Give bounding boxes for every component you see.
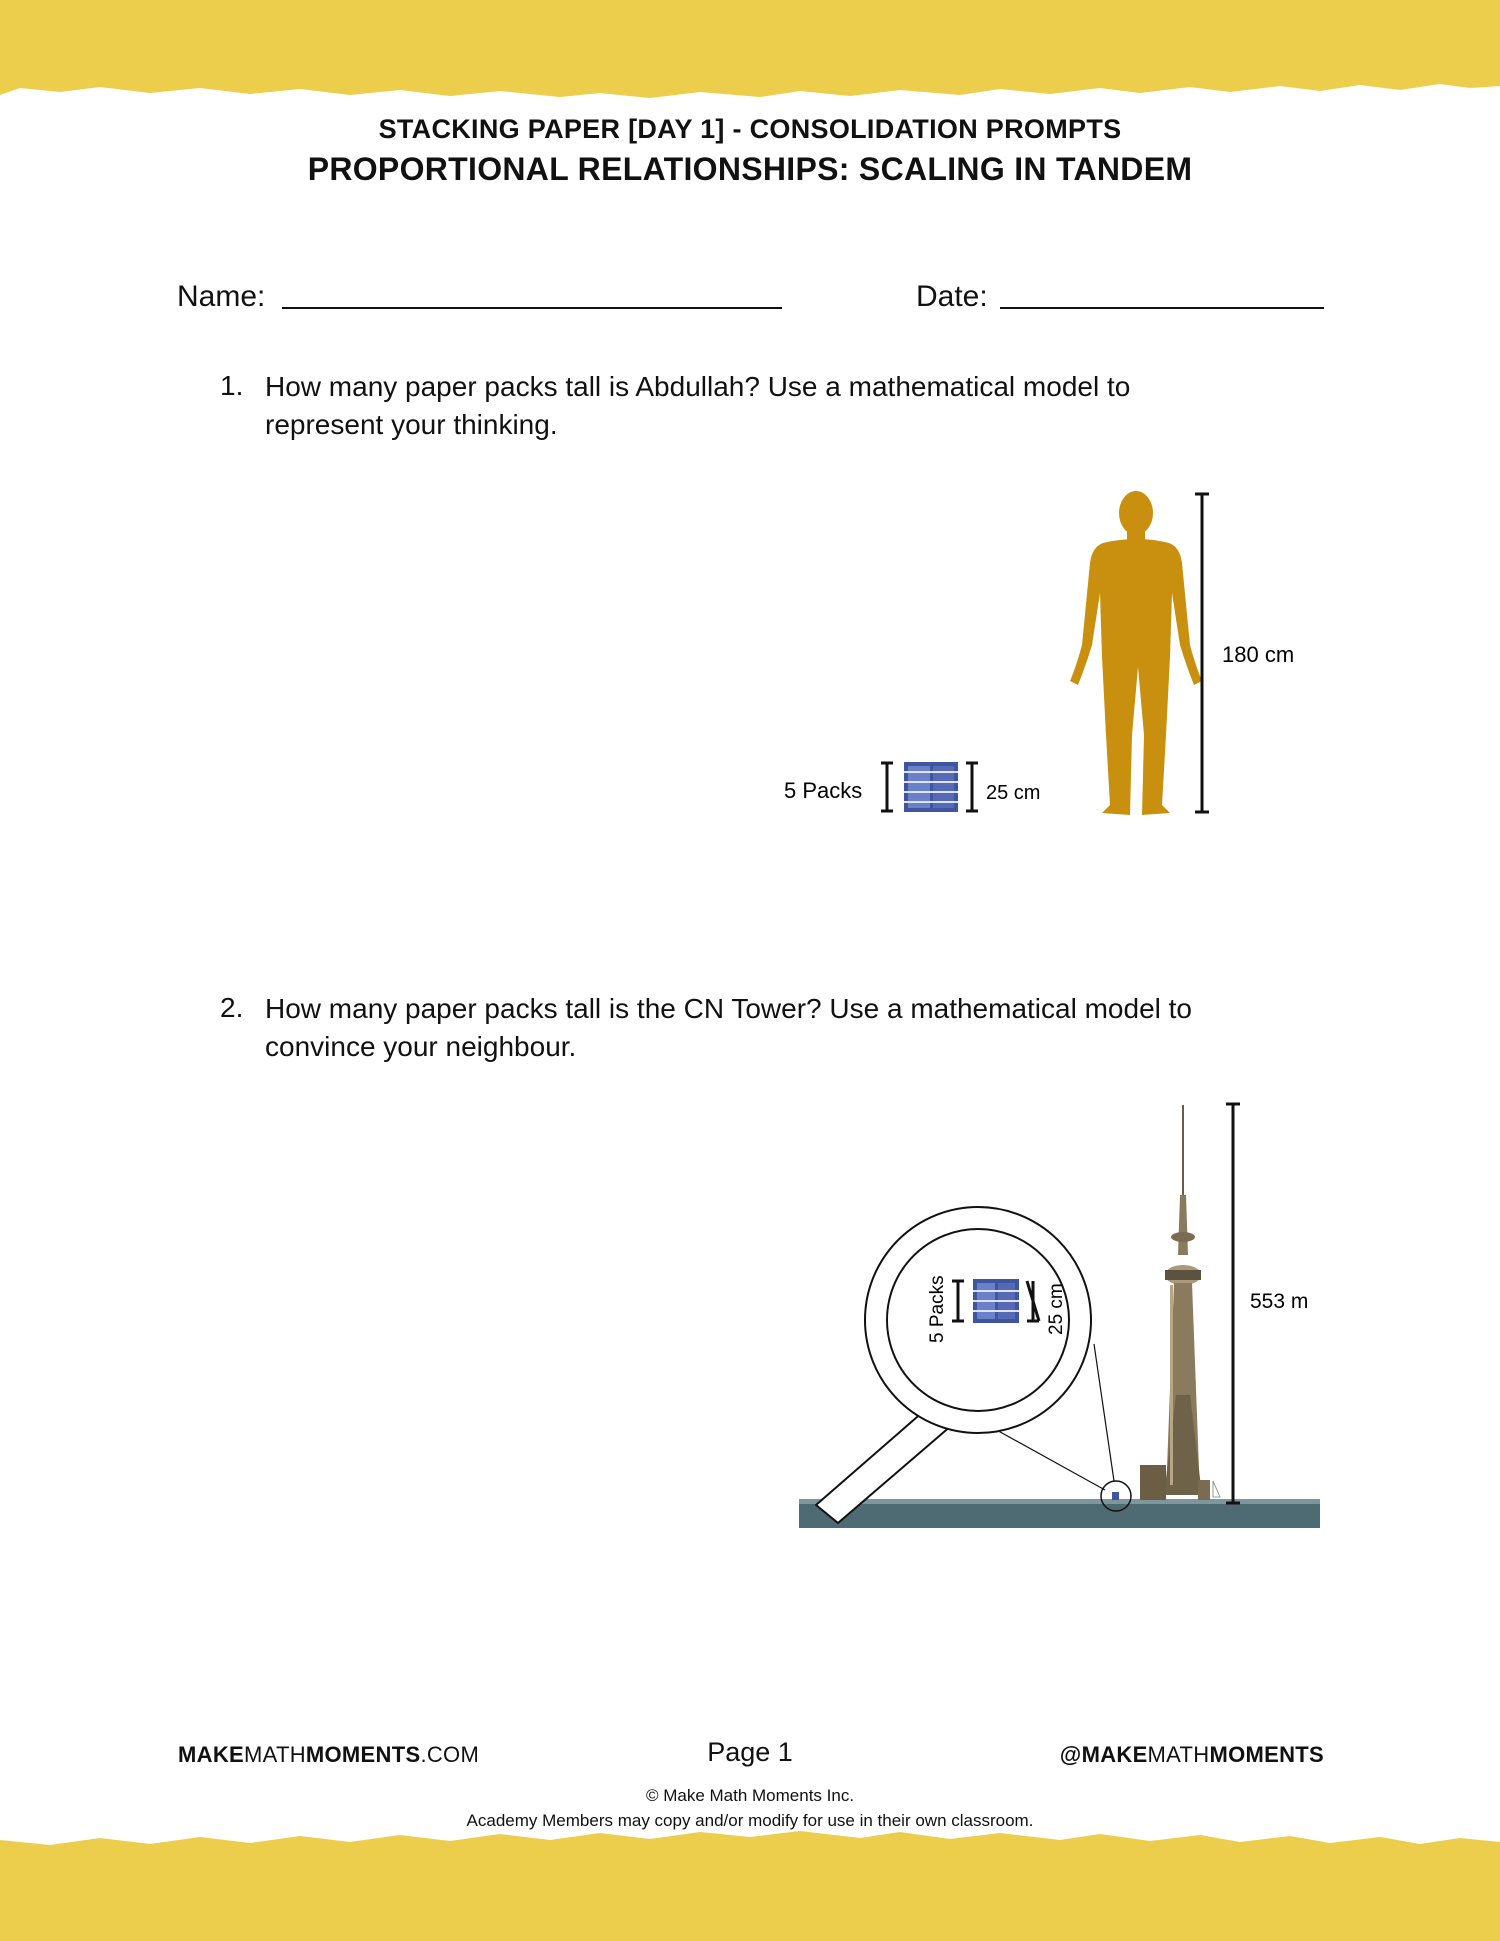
- name-label: Name:: [177, 280, 266, 313]
- figure-person-vs-pack: [770, 485, 1330, 820]
- page-number: Page 1: [707, 1737, 793, 1767]
- question-2-line-2: convince your neighbour.: [265, 1031, 577, 1062]
- question-2-number: 2.: [220, 992, 244, 1023]
- footer-website[interactable]: MAKEMATHMOMENTS.COM: [178, 1742, 480, 1767]
- person-height-label: 180 cm: [1222, 642, 1295, 667]
- top-brush-band: [0, 0, 1500, 110]
- cn-tower-image: [1140, 1105, 1220, 1500]
- question-2-line-1: How many paper packs tall is the CN Tower? Use a mathematical model to: [265, 993, 1192, 1024]
- question-1-line-2: represent your thinking.: [265, 409, 558, 440]
- bottom-brush-band: [0, 1820, 1500, 1941]
- water-strip: [799, 1502, 1320, 1528]
- zoomed-pack-height-label: 25 cm: [1046, 1283, 1067, 1335]
- question-1-number: 1.: [220, 370, 244, 401]
- pack-bracket-left: [881, 763, 893, 811]
- worksheet-subtitle: STACKING PAPER [DAY 1] - CONSOLIDATION PROMPTS: [378, 114, 1122, 144]
- question-1-line-1: How many paper packs tall is Abdullah? Use a mathematical model to: [265, 371, 1131, 402]
- date-field[interactable]: [1000, 307, 1324, 309]
- pack-label: 5 Packs: [784, 778, 863, 803]
- person-height-measure: [1195, 494, 1209, 812]
- question-1-text: [265, 368, 1305, 444]
- pack-height-label: 25 cm: [986, 782, 1041, 804]
- date-label: Date:: [916, 280, 988, 313]
- name-field[interactable]: [282, 307, 782, 309]
- question-2-text: [265, 990, 1305, 1066]
- zoomed-pack-label: 5 Packs: [927, 1275, 948, 1343]
- tower-height-measure: [1226, 1104, 1240, 1503]
- paper-pack-icon: [904, 762, 958, 812]
- pack-bracket-right: [966, 763, 978, 811]
- person-silhouette: [1070, 491, 1202, 815]
- zoomed-paper-pack-icon: [973, 1279, 1019, 1323]
- footer-social-handle[interactable]: @MAKEMATHMOMENTS: [1059, 1742, 1324, 1767]
- tower-height-label: 553 m: [1250, 1290, 1309, 1313]
- license-notice: Academy Members may copy and/or modify for use in their own classroom.: [466, 1811, 1034, 1830]
- copyright-notice: © Make Math Moments Inc.: [645, 1786, 855, 1805]
- worksheet-title: PROPORTIONAL RELATIONSHIPS: SCALING IN TANDEM: [307, 151, 1193, 187]
- figure-tower-vs-pack: [790, 1095, 1330, 1540]
